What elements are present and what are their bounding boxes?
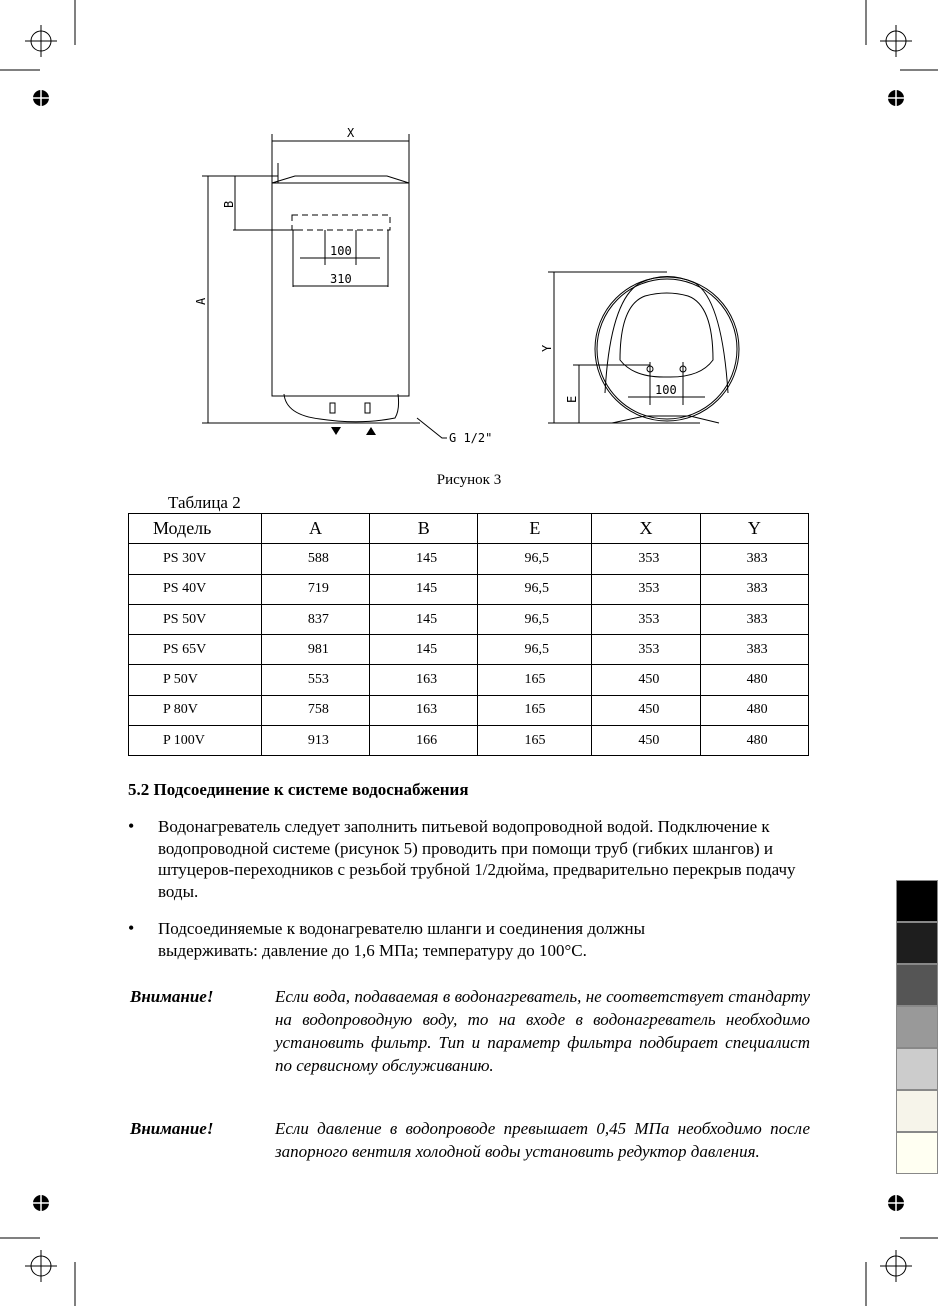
dim-y-label: Y <box>540 344 554 352</box>
dim-x-label: X <box>347 126 355 140</box>
table-cell: P 100V <box>129 726 262 756</box>
bullet-item <box>128 816 818 902</box>
table-cell: 553 <box>261 665 369 695</box>
dim-310-label: 310 <box>330 272 352 286</box>
table-cell: 163 <box>370 665 478 695</box>
table-cell: 383 <box>700 544 808 574</box>
table-cell: 588 <box>261 544 369 574</box>
table-row <box>129 695 809 725</box>
dim-100-label: 100 <box>330 244 352 258</box>
table-cell: 96,5 <box>478 635 592 665</box>
table-cell: 96,5 <box>478 604 592 634</box>
table-cell: 758 <box>261 695 369 725</box>
table-cell: 719 <box>261 574 369 604</box>
header-b: B <box>370 514 478 544</box>
dim-b-label: B <box>222 200 236 208</box>
table-row <box>129 574 809 604</box>
dim-e-label: E <box>565 395 579 403</box>
table-cell: PS 50V <box>129 604 262 634</box>
table-cell: PS 40V <box>129 574 262 604</box>
dim-100-side-label: 100 <box>655 383 677 397</box>
table-row <box>129 726 809 756</box>
table-cell: P 50V <box>129 665 262 695</box>
warning-text: Если вода, подаваемая в водонагреватель, не соответствует стандарту на водопроводную воду, то на входе в водонагреватель необходимо установить фильтр. Тип и параметр фильтра подбирает специалист по сервисному обслуживанию. <box>275 987 810 1075</box>
bullet-text: Водонагреватель следует заполнить питьевой водопроводной водой. Подключение к водопроводной системе (рисунок 5) проводить при помощи труб (гибких шлангов) и штуцеров-переходников с резьбой трубной 1/2дюйма, предварительно перекрыв подачу воды. <box>158 817 796 901</box>
table-cell: 96,5 <box>478 544 592 574</box>
thread-label: G 1/2" <box>449 431 493 445</box>
table-cell: 163 <box>370 695 478 725</box>
water-heater-drawing <box>0 0 938 470</box>
table-cell: PS 30V <box>129 544 262 574</box>
color-swatch <box>896 1048 938 1090</box>
table-cell: P 80V <box>129 695 262 725</box>
crosshair-icon <box>880 1250 912 1282</box>
table-cell: 145 <box>370 544 478 574</box>
header-y: Y <box>700 514 808 544</box>
table-cell: 353 <box>592 574 700 604</box>
table-cell: 480 <box>700 695 808 725</box>
table-cell: 96,5 <box>478 574 592 604</box>
color-swatch <box>896 922 938 964</box>
table-cell: 165 <box>478 726 592 756</box>
table-cell: 166 <box>370 726 478 756</box>
table-cell: 480 <box>700 726 808 756</box>
table-header-row <box>129 514 809 544</box>
color-swatch <box>896 880 938 922</box>
table-row <box>129 544 809 574</box>
table-cell: 383 <box>700 635 808 665</box>
dimensions-table <box>128 513 809 756</box>
table-cell: 165 <box>478 695 592 725</box>
table-row <box>129 665 809 695</box>
bullet-icon: • <box>128 918 135 938</box>
color-swatch <box>896 1090 938 1132</box>
table-cell: 383 <box>700 604 808 634</box>
table-cell: 353 <box>592 604 700 634</box>
table-cell: 450 <box>592 665 700 695</box>
table-cell: 450 <box>592 695 700 725</box>
bullet-icon: • <box>128 816 135 836</box>
warning-block <box>130 985 810 1077</box>
table-caption: Таблица 2 <box>168 493 241 512</box>
color-swatch <box>896 1006 938 1048</box>
table-cell: 480 <box>700 665 808 695</box>
dim-a-label: A <box>194 297 208 305</box>
figure-caption: Рисунок 3 <box>436 472 502 488</box>
table-cell: 165 <box>478 665 592 695</box>
warning-block <box>130 1117 810 1163</box>
table-cell: 145 <box>370 635 478 665</box>
warning-label: Внимание! <box>130 987 214 1006</box>
table-cell: 145 <box>370 604 478 634</box>
header-e: E <box>478 514 592 544</box>
header-model: Модель <box>129 514 262 544</box>
warning-text: Если давление в водопроводе превышает 0,45 МПа необходимо после запорного вентиля холодной воды установить редуктор давления. <box>275 1119 810 1161</box>
section-heading: 5.2 Подсоединение к системе водоснабжения <box>128 780 469 799</box>
table-cell: 383 <box>700 574 808 604</box>
bullet-item <box>128 918 818 961</box>
bullet-text: Подсоединяемые к водонагревателю шланги и соединения должны выдерживать: давление до 1,6 МПа; температуру до 100°C. <box>158 919 646 960</box>
table-cell: 145 <box>370 574 478 604</box>
table-cell: 353 <box>592 544 700 574</box>
color-swatch <box>896 964 938 1006</box>
table-cell: 837 <box>261 604 369 634</box>
table-cell: 353 <box>592 635 700 665</box>
table-cell: 450 <box>592 726 700 756</box>
crosshair-icon <box>25 1250 57 1282</box>
table-cell: PS 65V <box>129 635 262 665</box>
warning-label: Внимание! <box>130 1119 214 1138</box>
header-x: X <box>592 514 700 544</box>
header-a: A <box>261 514 369 544</box>
table-row <box>129 635 809 665</box>
table-row <box>129 604 809 634</box>
table-cell: 981 <box>261 635 369 665</box>
table-cell: 913 <box>261 726 369 756</box>
color-swatch <box>896 1132 938 1174</box>
